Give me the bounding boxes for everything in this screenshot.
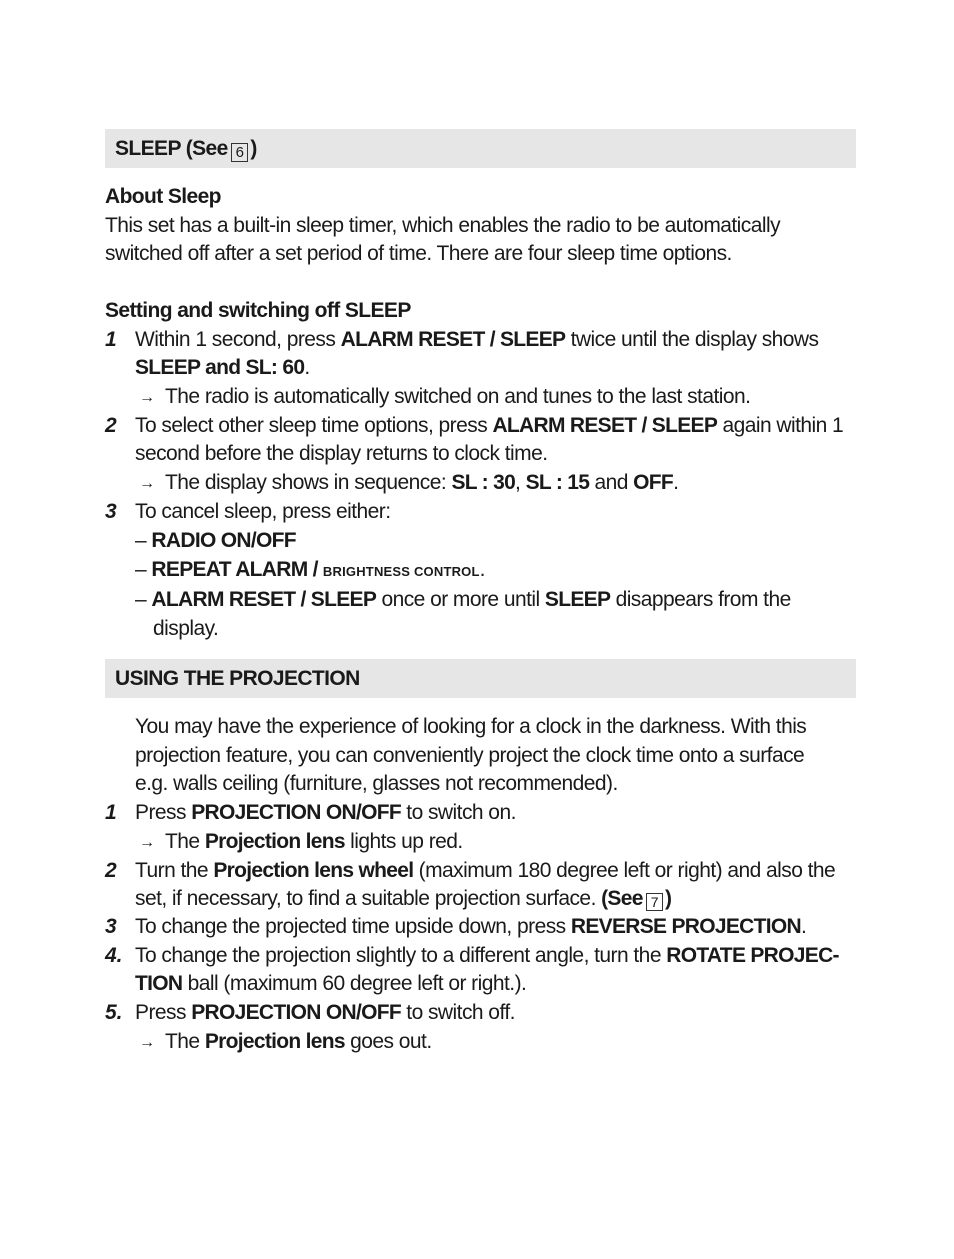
sleep-step-3-option-3-cont: display.	[153, 617, 219, 640]
sleep-step-2-number: 2	[105, 414, 117, 437]
result-arrow-icon: →	[139, 475, 155, 492]
projection-step-4-line-1	[135, 941, 839, 970]
sleep-step-1-result	[139, 382, 750, 412]
sleep-step-1-number: 1	[105, 328, 117, 351]
button-name: REPEAT ALARM /	[151, 558, 323, 581]
display-text: SL : 30	[451, 471, 516, 494]
see-reference-close: )	[664, 887, 672, 910]
projection-step-1-number: 1	[105, 801, 117, 824]
projection-step-5-result	[139, 1027, 432, 1057]
text: The radio is automatically switched on and tunes to the last station.	[165, 385, 751, 408]
text: The display shows in sequence:	[165, 471, 452, 494]
text: disappears from the	[610, 588, 791, 611]
display-text: OFF	[633, 471, 674, 494]
button-name: ALARM RESET / SLEEP	[151, 588, 377, 611]
text: To select other sleep time options, press	[135, 414, 493, 437]
display-text: SLEEP	[544, 588, 611, 611]
projection-intro-1: You may have the experience of looking for a clock in the darkness. With this	[135, 715, 807, 738]
text: .	[479, 558, 485, 581]
figure-ref-7: 7	[646, 893, 663, 911]
text: lights up red.	[344, 830, 463, 853]
projection-intro-3: e.g. walls ceiling (furniture, glasses not recommended).	[135, 772, 618, 795]
text: To change the projection slightly to a different angle, turn the	[135, 944, 667, 967]
text: ,	[515, 471, 526, 494]
sleep-header-label: SLEEP (See	[115, 137, 228, 160]
projection-step-5-number: 5.	[105, 1001, 123, 1024]
projection-section-header: USING THE PROJECTION	[105, 659, 856, 698]
text: goes out.	[344, 1030, 432, 1053]
projection-step-5-line-1	[135, 998, 515, 1027]
projection-step-2-number: 2	[105, 859, 117, 882]
part-name: Projection lens	[204, 830, 345, 853]
sleep-step-2-result	[139, 468, 678, 498]
sleep-step-3-option-1	[135, 526, 296, 555]
text: Press	[135, 801, 192, 824]
sleep-step-1-line-2	[135, 353, 310, 382]
button-name: ALARM RESET / SLEEP	[492, 414, 718, 437]
text: .	[673, 471, 679, 494]
setting-sleep-title: Setting and switching off SLEEP	[105, 299, 411, 322]
projection-step-3-line-1	[135, 912, 806, 941]
text: Turn the	[135, 859, 214, 882]
result-arrow-icon: →	[139, 1034, 155, 1051]
button-name: PROJECTION ON/OFF	[191, 1001, 401, 1024]
projection-step-1-line-1	[135, 798, 516, 827]
projection-step-4-line-2	[135, 969, 526, 998]
button-name: RADIO ON/OFF	[151, 529, 296, 552]
text: .	[801, 915, 807, 938]
projection-step-2-line-1	[135, 856, 835, 885]
text: to switch on.	[401, 801, 516, 824]
text: and	[589, 471, 634, 494]
dash: –	[135, 529, 152, 552]
sleep-step-3-number: 3	[105, 500, 117, 523]
sleep-step-3-option-3	[135, 585, 791, 614]
dash: –	[135, 588, 152, 611]
dash: –	[135, 558, 152, 581]
button-name: ALARM RESET / SLEEP	[340, 328, 566, 351]
part-name: Projection lens	[204, 1030, 345, 1053]
projection-step-1-result	[139, 827, 463, 857]
sleep-step-3-line-1: To cancel sleep, press either:	[135, 500, 391, 523]
text: The	[165, 830, 205, 853]
button-name-small: BRIGHTNESS CONTROL	[322, 564, 480, 579]
text: Press	[135, 1001, 192, 1024]
text: The	[165, 1030, 205, 1053]
projection-step-3-number: 3	[105, 915, 117, 938]
button-name: PROJECTION ON/OFF	[191, 801, 401, 824]
part-name: ROTATE PROJEC-	[666, 944, 839, 967]
text: twice until the display shows	[565, 328, 819, 351]
about-sleep-text-2: switched off after a set period of time. There are four sleep time options.	[105, 242, 732, 265]
display-text: SL : 15	[525, 471, 590, 494]
result-arrow-icon: →	[139, 834, 155, 851]
text: To change the projected time upside down, press	[135, 915, 571, 938]
part-name: Projection lens wheel	[213, 859, 414, 882]
text: Within 1 second, press	[135, 328, 341, 351]
text: once or more until	[376, 588, 545, 611]
result-arrow-icon: →	[139, 389, 155, 406]
display-text: SLEEP and SL: 60	[135, 356, 305, 379]
sleep-step-2-line-2: second before the display returns to clock time.	[135, 442, 548, 465]
sleep-step-3-option-2	[135, 555, 485, 586]
projection-step-4-number: 4.	[105, 944, 123, 967]
sleep-step-1-line-1	[135, 325, 819, 354]
sleep-header-close: )	[250, 137, 257, 160]
about-sleep-text-1: This set has a built-in sleep timer, which enables the radio to be automatically	[105, 214, 781, 237]
text: ball (maximum 60 degree left or right.).	[182, 972, 527, 995]
about-sleep-title: About Sleep	[105, 185, 221, 208]
text: .	[304, 356, 310, 379]
see-reference: (See	[601, 887, 643, 910]
projection-step-2-line-2	[135, 884, 671, 913]
part-name: TION	[135, 972, 183, 995]
sleep-step-2-line-1	[135, 411, 843, 440]
text: (maximum 180 degree left or right) and also the	[413, 859, 836, 882]
figure-ref-6: 6	[231, 143, 249, 162]
text: to switch off.	[401, 1001, 515, 1024]
projection-intro-2: projection feature, you can conveniently project the clock time onto a surface	[135, 744, 805, 767]
text: again within 1	[717, 414, 844, 437]
text: set, if necessary, to find a suitable projection surface.	[135, 887, 602, 910]
button-name: REVERSE PROJECTION	[570, 915, 802, 938]
sleep-section-header	[105, 129, 856, 168]
